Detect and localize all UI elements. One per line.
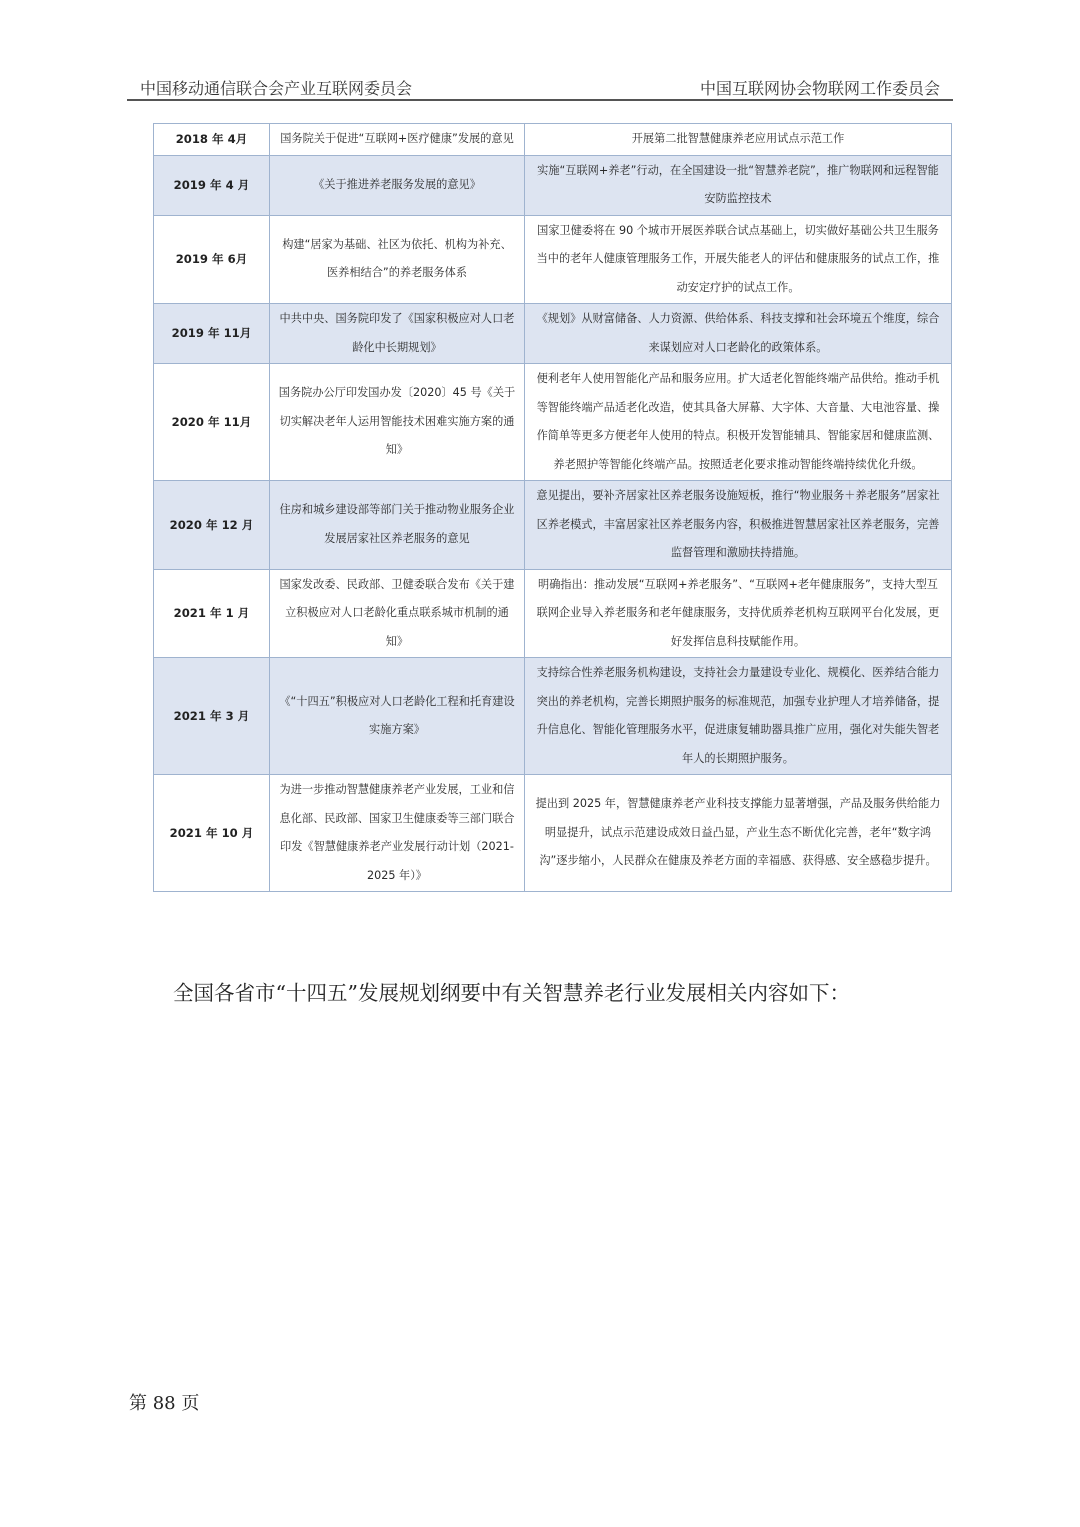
- table-row: [154, 215, 952, 304]
- row-date: 2021 年 1 月: [154, 569, 270, 658]
- row-content: 实施“互联网+养老”行动，在全国建设一批“智慧养老院”，推广物联网和远程智能安防监控技术: [525, 155, 952, 215]
- table-row: [154, 481, 952, 570]
- header-left-org: 中国移动通信联合会产业互联网委员会: [140, 79, 413, 98]
- row-content: 国家卫健委将在 90 个城市开展医养联合试点基础上，切实做好基础公共卫生服务当中的老年人健康管理服务工作，开展失能老人的评估和健康服务的试点工作，推动安定疗护的试点工作。: [525, 215, 952, 304]
- body-paragraph: 全国各省市“十四五”发展规划纲要中有关智慧养老行业发展相关内容如下：: [173, 981, 850, 1005]
- table-row: [154, 569, 952, 658]
- row-policy: 中共中央、国务院印发了《国家积极应对人口老龄化中长期规划》: [270, 304, 525, 364]
- row-content: 便利老年人使用智能化产品和服务应用。扩大适老化智能终端产品供给。推动手机等智能终端产品适老化改造，使其具备大屏幕、大字体、大音量、大电池容量、操作简单等更多方便老年人使用的特点。积极开发智能辅具、智能家居和健康监测、养老照护等智能化终端产品。按照适老化要求推动智能终端持续优化升级。: [525, 364, 952, 481]
- row-policy: 构建“居家为基础、社区为依托、机构为补充、医养相结合”的养老服务体系: [270, 215, 525, 304]
- row-date: 2019 年 4 月: [154, 155, 270, 215]
- row-content: 明确指出：推动发展“互联网+养老服务”、“互联网+老年健康服务”，支持大型互联网企业导入养老服务和老年健康服务，支持优质养老机构互联网平台化发展，更好发挥信息科技赋能作用。: [525, 569, 952, 658]
- header-divider: [127, 99, 953, 101]
- table-row: [154, 155, 952, 215]
- table-row: [154, 364, 952, 481]
- table-row: [154, 775, 952, 892]
- row-content: 《规划》从财富储备、人力资源、供给体系、科技支撑和社会环境五个维度，综合来谋划应对人口老龄化的政策体系。: [525, 304, 952, 364]
- row-date: 2019 年 6月: [154, 215, 270, 304]
- header-right-org: 中国互联网协会物联网工作委员会: [699, 79, 940, 98]
- row-content: 开展第二批智慧健康养老应用试点示范工作: [525, 124, 952, 156]
- row-content: 提出到 2025 年，智慧健康养老产业科技支撑能力显著增强，产品及服务供给能力明显提升，试点示范建设成效日益凸显，产业生态不断优化完善，老年“数字鸿沟”逐步缩小，人民群众在健康及养老方面的幸福感、获得感、安全感稳步提升。: [525, 775, 952, 892]
- row-policy: 国务院办公厅印发国办发〔2020〕45 号《关于切实解决老年人运用智能技术困难实施方案的通知》: [270, 364, 525, 481]
- row-date: 2021 年 3 月: [154, 658, 270, 775]
- row-date: 2021 年 10 月: [154, 775, 270, 892]
- table-row: [154, 658, 952, 775]
- row-content: 意见提出，要补齐居家社区养老服务设施短板，推行“物业服务＋养老服务”居家社区养老模式，丰富居家社区养老服务内容，积极推进智慧居家社区养老服务，完善监督管理和激励扶持措施。: [525, 481, 952, 570]
- row-date: 2020 年 11月: [154, 364, 270, 481]
- row-date: 2018 年 4月: [154, 124, 270, 156]
- row-date: 2020 年 12 月: [154, 481, 270, 570]
- row-policy: 住房和城乡建设部等部门关于推动物业服务企业发展居家社区养老服务的意见: [270, 481, 525, 570]
- row-policy: 《“十四五”积极应对人口老龄化工程和托育建设实施方案》: [270, 658, 525, 775]
- page-number: 第 88 页: [129, 1393, 200, 1414]
- table-row: [154, 124, 952, 156]
- row-content: 支持综合性养老服务机构建设，支持社会力量建设专业化、规模化、医养结合能力突出的养老机构，完善长期照护服务的标准规范，加强专业护理人才培养储备，提升信息化、智能化管理服务水平，促进康复辅助器具推广应用，强化对失能失智老年人的长期照护服务。: [525, 658, 952, 775]
- table-row: [154, 304, 952, 364]
- row-date: 2019 年 11月: [154, 304, 270, 364]
- policy-table: [153, 123, 952, 892]
- row-policy: 为进一步推动智慧健康养老产业发展，工业和信息化部、民政部、国家卫生健康委等三部门联合印发《智慧健康养老产业发展行动计划（2021-2025 年）》: [270, 775, 525, 892]
- row-policy: 国家发改委、民政部、卫健委联合发布《关于建立积极应对人口老龄化重点联系城市机制的通知》: [270, 569, 525, 658]
- row-policy: 国务院关于促进“互联网+医疗健康”发展的意见: [270, 124, 525, 156]
- row-policy: 《关于推进养老服务发展的意见》: [270, 155, 525, 215]
